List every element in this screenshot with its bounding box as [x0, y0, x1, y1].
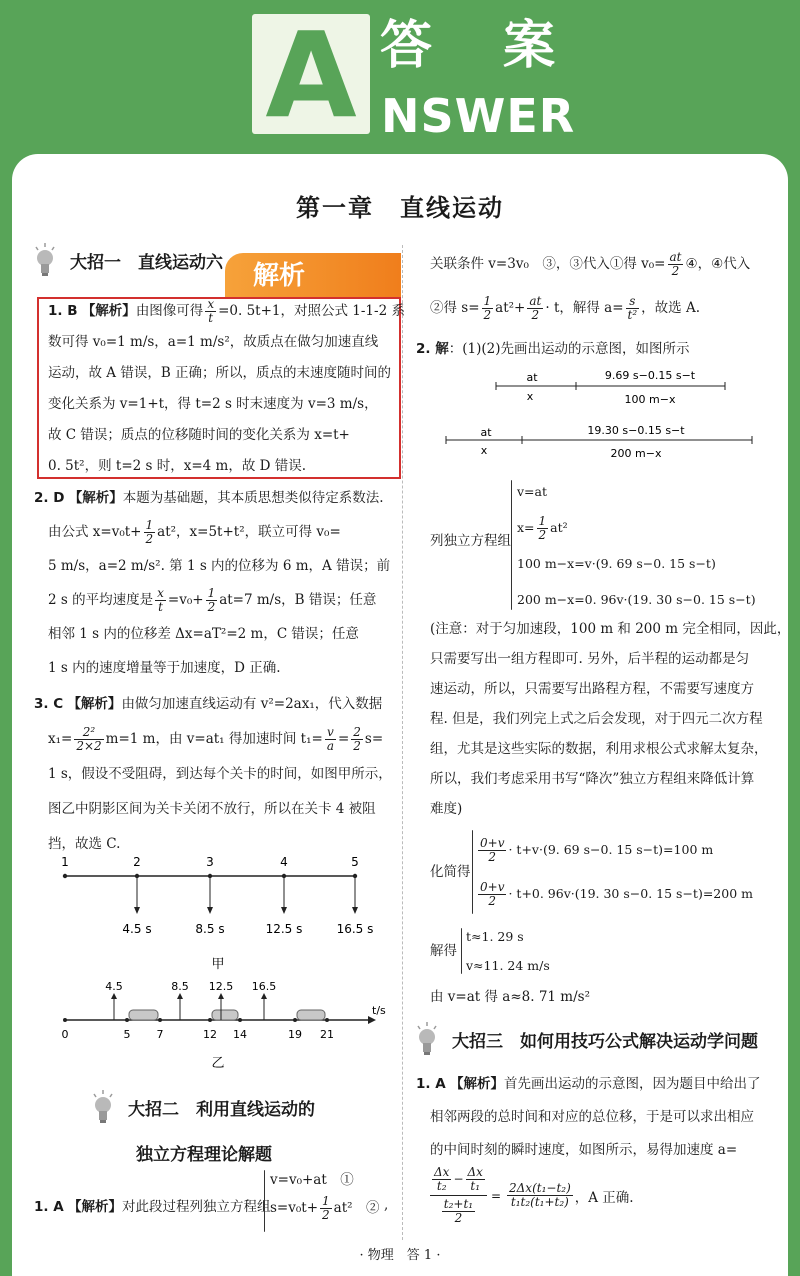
text: m=1 m，由 v=at₁ 得加速时间 t₁= — [105, 731, 323, 747]
equation-system — [270, 1166, 380, 1222]
tick-point — [325, 1018, 329, 1022]
solution — [466, 922, 550, 980]
label: x — [526, 390, 534, 403]
text-line: 图乙中阴影区间为关卡关闭不放行，所以在关卡 4 被阻 — [48, 801, 376, 817]
answer-logo-letter: A — [252, 14, 370, 134]
fraction-den: t² — [627, 308, 638, 322]
fraction-num: v — [325, 726, 336, 740]
section-title: 大招一 直线运动六 — [70, 252, 223, 273]
equation-system — [517, 474, 756, 618]
arrival-time: 8.5 s — [195, 922, 225, 936]
arrow-icon — [111, 993, 117, 999]
final-result: 由 v=at 得 a≈8. 71 m/s² — [430, 989, 590, 1005]
text-line: 挡，故选 C. — [48, 836, 121, 852]
text: 本题为基础题，其本质思想类似待定系数法. — [122, 490, 384, 506]
tick-label: 12 — [203, 1028, 217, 1041]
brace — [472, 830, 473, 914]
fraction-num: 2 — [353, 725, 361, 739]
fraction-num: at — [669, 250, 682, 264]
fraction-den: 2 — [538, 528, 547, 542]
text-line: 故 C 错误；质点的位移随时间的变化关系为 x=t+ — [48, 427, 350, 443]
gate-label: 2 — [133, 855, 141, 869]
text-line: 数可得 v₀=1 m/s，a=1 m/s²，故质点在做匀加速直线 — [48, 334, 379, 350]
arrival-time: 16.5 s — [336, 922, 374, 936]
figure-caption: 乙 — [211, 1056, 225, 1071]
header-banner — [0, 0, 800, 160]
text: x= — [517, 520, 535, 535]
left-q4 — [34, 1192, 270, 1223]
gate-point — [208, 874, 212, 878]
label: 19.30 s−0.15 s−t — [587, 424, 685, 437]
question-number: 2. D — [34, 490, 65, 506]
text: 关联条件 v=3v₀ ③，③代入①得 v₀= — [430, 256, 666, 272]
text: =v₀+ — [167, 592, 204, 608]
result: t≈1. 29 s — [466, 929, 524, 944]
label: at — [480, 426, 492, 439]
right-q3 — [416, 1068, 760, 1167]
question-number: 1. A — [416, 1076, 446, 1092]
arrival-label: 4.5 — [105, 980, 123, 993]
fraction-num: x — [207, 297, 215, 311]
gate-label: 3 — [206, 855, 214, 869]
figure-caption: 甲 — [211, 957, 225, 972]
text-line: 1 s，假设不受阻碍，到达每个关卡的时间，如图甲所示， — [48, 766, 392, 782]
label: 200 m−x — [610, 447, 662, 460]
brace — [511, 480, 512, 610]
arrow-icon — [218, 993, 224, 999]
comma: , — [384, 1197, 389, 1213]
figure-yi — [50, 980, 386, 1071]
text-line: (注意：对于匀加速段，100 m 和 200 m 完全相同，因此， — [430, 621, 791, 637]
title-char: 案 — [502, 16, 555, 76]
text: at² ② — [333, 1200, 380, 1216]
tick-label: 19 — [288, 1028, 302, 1041]
text-line: 相邻 1 s 内的位移差 Δx=aT²=2 m，C 错误；任意 — [48, 626, 359, 642]
fraction-num: 0+v — [480, 836, 505, 850]
text: at²+ — [495, 300, 526, 316]
brace — [264, 1170, 265, 1232]
equation: 200 m−x=0. 96v·(19. 30 s−0. 15 s−t) — [517, 592, 756, 607]
text-line: 的中间时刻的瞬时速度，如图所示，易得加速度 a= — [430, 1142, 738, 1158]
text: 由公式 x=v₀t+ — [48, 524, 142, 540]
tick-point — [63, 1018, 67, 1022]
label: 9.69 s−0.15 s−t — [604, 369, 696, 382]
equation: v=at — [517, 484, 548, 499]
text: ：(1)(2)先画出运动的示意图，如图所示 — [448, 341, 690, 357]
arrow-icon — [352, 907, 358, 914]
tick-point — [293, 1018, 297, 1022]
system-label: 列独立方程组 — [430, 533, 511, 549]
gate-label: 5 — [351, 855, 359, 869]
text-line: 所以，我们考虑采用书写“降次”独立方程组来降低计算 — [430, 771, 755, 787]
text-line: 组，尤其是这些实际的数据，利用求根公式求解太复杂， — [430, 741, 768, 757]
text-line: 1 s 内的速度增量等于加速度，D 正确. — [48, 660, 281, 676]
gate-point — [63, 874, 67, 878]
text-line: 5 m/s，a=2 m/s². 第 1 s 内的位移为 6 m，A 错误；前 — [48, 558, 391, 574]
tick-label: 14 — [233, 1028, 247, 1041]
arrow-icon — [177, 993, 183, 999]
fraction-den: 2 — [322, 1208, 330, 1222]
tick-label: 7 — [156, 1028, 164, 1041]
section-heading-cont — [136, 1140, 272, 1165]
section-title: 大招三 如何用技巧公式解决运动学问题 — [452, 1031, 758, 1052]
answer-title — [380, 14, 555, 78]
gate-point — [282, 874, 286, 878]
tick-point — [208, 1018, 212, 1022]
fraction-num: 1 — [207, 586, 216, 600]
text-line: 变化关系为 v=1+t，得 t=2 s 时末速度为 v=3 m/s， — [48, 396, 378, 412]
fraction-num: 1 — [538, 514, 547, 528]
question-number: 1. B — [48, 303, 78, 319]
answer-subtitle: NSWER — [381, 89, 576, 143]
text-line: 运动，故 A 错误，B 正确；所以，质点的末速度随时间的 — [48, 365, 392, 381]
text: s=v₀t+ — [270, 1200, 319, 1216]
chapter-title: 第一章 直线运动 — [296, 193, 504, 222]
tick-point — [158, 1018, 162, 1022]
arrival-time: 4.5 s — [122, 922, 152, 936]
fraction-num: 2Δx(t₁−t₂) — [509, 1181, 571, 1195]
closed-interval — [212, 1010, 238, 1020]
left-q1 — [48, 296, 405, 482]
text-line: 相邻两段的总时间和对应的总位移，于是可以求出相应 — [430, 1109, 754, 1125]
analysis-tag: 【解析】 — [68, 490, 123, 506]
fraction-num: x — [157, 586, 164, 600]
gate-label: 4 — [280, 855, 288, 869]
text-line: 只需要写出一组方程即可. 另外，后半程的运动都是匀 — [430, 651, 750, 667]
text: 首先画出运动的示意图，因为题目中给出了 — [503, 1076, 761, 1092]
text: =0. 5t+1，对照公式 1-1-2 系 — [218, 303, 405, 319]
equation: v=v₀+at ① — [270, 1172, 354, 1188]
text: ，A 正确. — [574, 1189, 634, 1206]
closed-interval — [297, 1010, 325, 1020]
simplified-system — [476, 828, 753, 916]
left-q3 — [34, 687, 392, 862]
text-line: 难度) — [430, 801, 463, 817]
arrival-time: 12.5 s — [265, 922, 303, 936]
text: 对此段过程列独立方程组 — [121, 1199, 271, 1215]
text: ②得 s= — [430, 300, 480, 316]
fraction-num: at — [529, 294, 542, 308]
label: x — [480, 444, 488, 457]
question-number: 2. 解 — [416, 341, 449, 357]
text: at²，x=5t+t²，联立可得 v₀= — [157, 524, 341, 540]
text: ④，④代入 — [685, 256, 751, 272]
arrival-label: 16.5 — [251, 980, 277, 993]
gate-point — [135, 874, 139, 878]
simplify-label: 化简得 — [430, 864, 471, 880]
arrow-icon — [207, 907, 213, 914]
tick-label: 5 — [123, 1028, 131, 1041]
text-line: 程. 但是，我们列完上式之后会发现，对于四元二次方程 — [430, 711, 763, 727]
section-title: 独立方程理论解题 — [136, 1145, 272, 1165]
motion-diagram-200m — [440, 424, 760, 466]
fraction-den: 2×2 — [76, 739, 102, 753]
analysis-badge: 解析 — [225, 253, 401, 299]
lightbulb-icon — [34, 243, 56, 277]
text-line: 速运动，所以，只需要写出路程方程，不需要写速度方 — [430, 681, 754, 697]
axis-label: t/s — [372, 1004, 386, 1017]
fraction-den: t₁ — [470, 1179, 481, 1193]
equals: = — [490, 1188, 501, 1203]
gate-label: 1 — [61, 855, 69, 869]
text: · t，解得 a= — [545, 300, 624, 316]
text: 由做匀加速直线运动有 v²=2ax₁，代入数据 — [121, 696, 383, 712]
fraction-den: t₁t₂(t₁+t₂) — [510, 1195, 569, 1209]
fraction-num: 1 — [483, 294, 492, 308]
text: 由图像可得 — [135, 303, 204, 319]
text: s= — [364, 731, 384, 747]
text: at=7 m/s，B 错误；任意 — [219, 592, 377, 608]
left-q2 — [34, 481, 390, 685]
text: 2 s 的平均速度是 — [48, 592, 154, 608]
fraction-num: Δx — [434, 1165, 450, 1179]
fraction-den: 2 — [488, 850, 497, 864]
fraction-den: 2 — [207, 600, 216, 614]
fraction-den: 2 — [353, 739, 361, 753]
fraction-den: t₂ — [436, 1179, 447, 1193]
text-line: 0. 5t²，则 t=2 s 时，x=4 m，故 D 错误. — [48, 458, 307, 474]
label: 100 m−x — [624, 393, 676, 406]
fraction-den: 2 — [531, 308, 540, 322]
lightbulb-icon — [416, 1022, 438, 1056]
question-number: 1. A — [34, 1199, 64, 1215]
right-q2 — [416, 334, 689, 365]
equation: · t+0. 96v·(19. 30 s−0. 15 s−t)=200 m — [508, 886, 753, 901]
analysis-tag: 【解析】 — [67, 696, 122, 712]
tick-point — [238, 1018, 242, 1022]
arrow-icon — [281, 907, 287, 914]
text: x₁= — [48, 731, 73, 747]
solve-label: 解得 — [430, 943, 457, 959]
fraction-den: 2 — [483, 308, 492, 322]
fraction-den: 2 — [488, 894, 497, 908]
text: ，故选 A. — [641, 300, 701, 316]
fraction-den: t — [158, 600, 163, 614]
arrow-icon — [134, 907, 140, 914]
analysis-tag: 【解析】 — [67, 1199, 122, 1215]
fraction-num: 1 — [145, 518, 154, 532]
lightbulb-icon — [92, 1090, 114, 1124]
arrow-icon — [368, 1016, 376, 1024]
arrival-label: 12.5 — [208, 980, 234, 993]
equation: · t+v·(9. 69 s−0. 15 s−t)=100 m — [508, 842, 714, 857]
result: v≈11. 24 m/s — [466, 958, 550, 973]
question-number: 3. C — [34, 696, 64, 712]
brace — [461, 928, 462, 974]
fraction-den: a — [326, 739, 334, 753]
closed-interval — [129, 1010, 158, 1020]
fraction-den: 2 — [145, 532, 154, 546]
label: at — [526, 371, 538, 384]
title-char: 答 — [380, 16, 433, 76]
text: = — [337, 731, 350, 747]
arrival-label: 8.5 — [171, 980, 189, 993]
fraction-num: Δx — [467, 1165, 483, 1179]
text: at² — [550, 520, 568, 535]
fraction-den: 2 — [671, 264, 680, 278]
tick-point — [125, 1018, 129, 1022]
right-continuation — [430, 242, 750, 330]
fraction-num: 1 — [322, 1194, 330, 1208]
fraction-num: 2² — [74, 726, 103, 740]
acceleration-formula: $\frac{\Delta x}{\text{t₂}}$ − $\frac{\Delta x}{\text{t₁}}$ $\frac{\text{t₂+t₁}}{2}$ = $\frac{\text{2Δx(t₁−t₂)}}{\text{t₁t₂(t₁+t₂)}}$ ，A 正确. — [430, 1166, 634, 1225]
equation: 100 m−x=v·(9. 69 s−0. 15 s−t) — [517, 556, 716, 571]
gate-point — [353, 874, 357, 878]
section-heading — [416, 1022, 758, 1056]
analysis-tag: 【解析】 — [449, 1076, 504, 1092]
fraction-den: t — [208, 311, 214, 325]
fraction-num: s — [626, 295, 640, 309]
fraction-num: t₂+t₁ — [443, 1197, 474, 1211]
tick-label: 21 — [320, 1028, 334, 1041]
note-paragraph — [430, 614, 790, 824]
page-footer: · 物理 答 1 · — [359, 1248, 441, 1263]
motion-diagram-100m — [480, 368, 740, 410]
section-heading — [92, 1090, 315, 1124]
arrow-icon — [261, 993, 267, 999]
tick-label: 0 — [61, 1028, 69, 1041]
figure-jia — [50, 850, 380, 970]
analysis-tag: 【解析】 — [81, 303, 136, 319]
fraction-den: 2 — [454, 1211, 463, 1225]
section-title: 大招二 利用直线运动的 — [128, 1099, 315, 1120]
section-heading — [34, 243, 223, 277]
fraction-num: 0+v — [480, 880, 505, 894]
